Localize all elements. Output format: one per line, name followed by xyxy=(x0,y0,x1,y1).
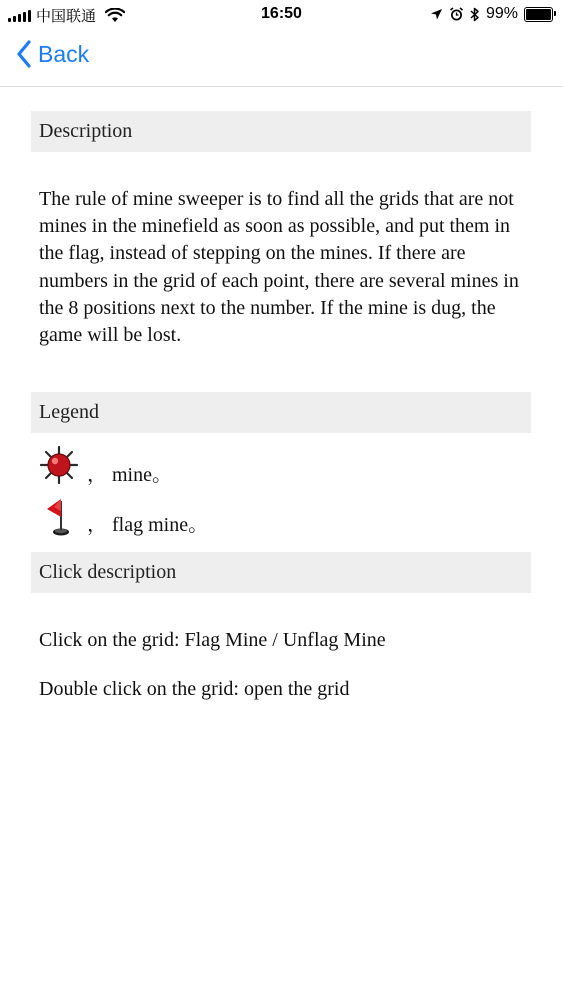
section-header-description: Description xyxy=(31,111,531,152)
bluetooth-icon xyxy=(470,7,480,22)
status-time: 16:50 xyxy=(261,5,302,22)
status-bar xyxy=(0,0,563,30)
legend-item-flag-mine xyxy=(31,495,531,539)
content xyxy=(31,111,531,701)
section-header-click-description: Click description xyxy=(31,552,531,593)
legend-item-mine xyxy=(31,445,531,489)
nav-bar xyxy=(0,30,563,87)
legend-label-mine: ， mine。 xyxy=(87,464,172,486)
click-description-line: Click on the grid: Flag Mine / Unflag Mine xyxy=(39,629,386,651)
location-arrow-icon xyxy=(430,8,443,21)
battery-percent: 99% xyxy=(485,5,518,22)
legend-label-flag-mine: ， flag mine。 xyxy=(87,514,209,536)
double-click-description-line: Double click on the grid: open the grid xyxy=(39,678,350,700)
back-label: Back xyxy=(38,40,90,67)
mine-icon xyxy=(39,445,83,489)
chevron-left-icon xyxy=(16,40,32,68)
alarm-clock-icon xyxy=(449,7,464,22)
battery-icon xyxy=(524,7,553,22)
back-button[interactable] xyxy=(16,40,89,68)
carrier-name: 中国联通 xyxy=(36,8,97,25)
section-header-legend: Legend xyxy=(31,392,531,433)
description-text: The rule of mine sweeper is to find all the grids that are not mines in the minefield as soon as possible, and put them in the flag, instead of stepping on the mines. If there are numbers in the grid of each point, there are several mines in the 8 positions next to the number. If the mine is dug, the game will be lost. xyxy=(39,188,519,347)
battery-fill xyxy=(526,9,551,20)
flag-mine-icon xyxy=(39,495,83,539)
status-right xyxy=(430,5,553,23)
